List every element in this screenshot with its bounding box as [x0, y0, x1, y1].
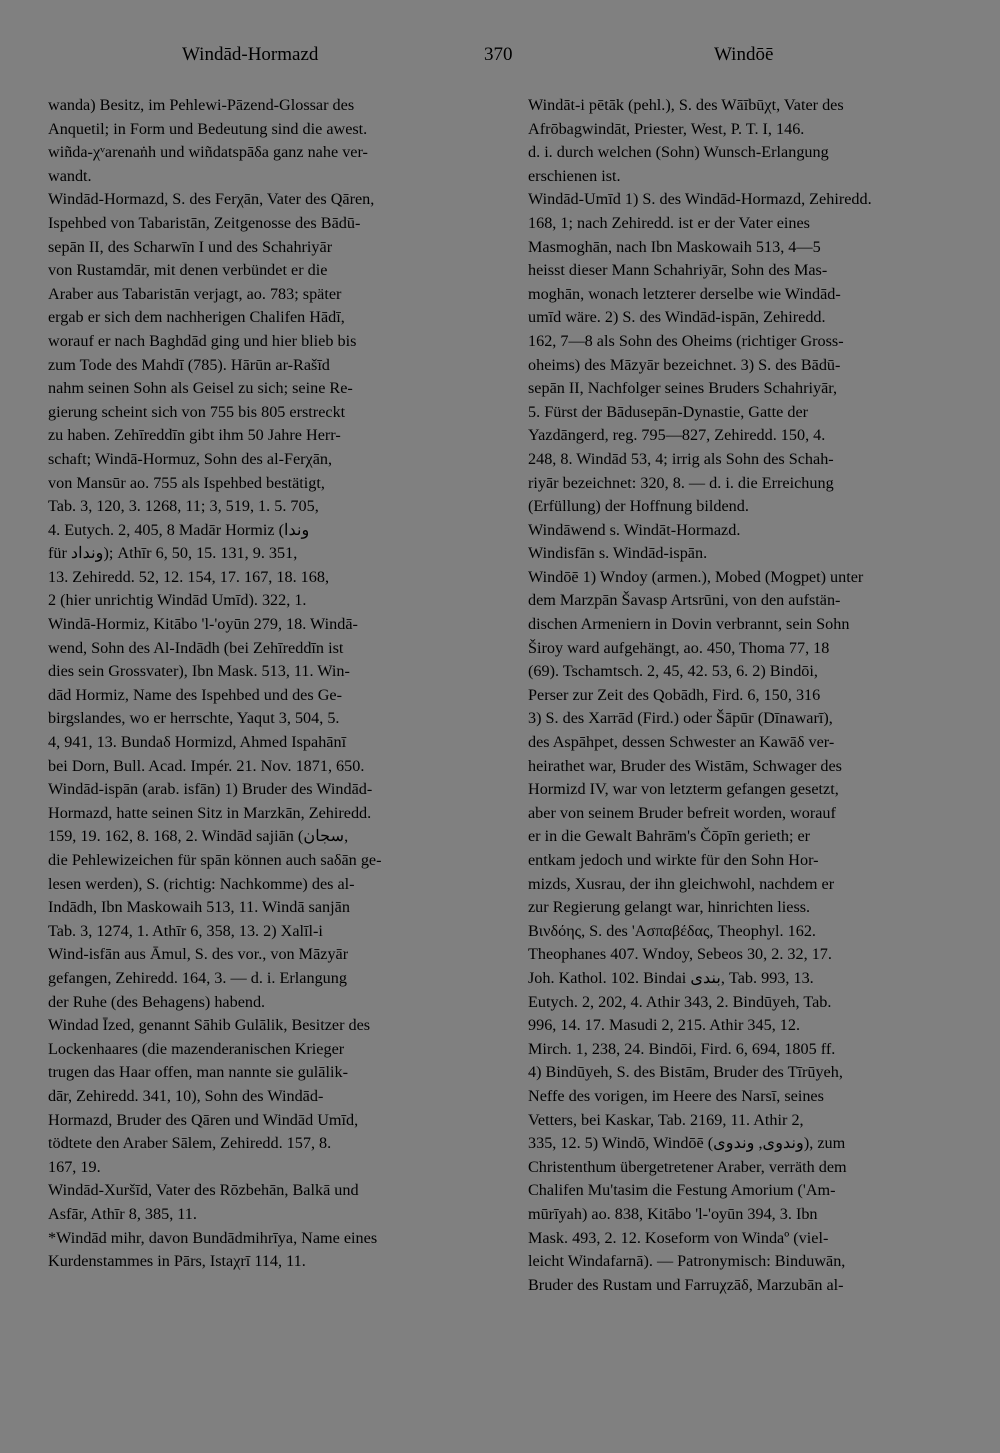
entry-line: Araber aus Tabaristān verjagt, ao. 783; später [48, 284, 342, 303]
entry-line: heirathet war, Bruder des Wistām, Schwager des [528, 756, 842, 775]
entry-line: Masmoghān, nach Ibn Maskowaih 513, 4—5 [528, 237, 821, 256]
entry-line: des Aspāhpet, dessen Schwester an Kawāδ ver- [528, 733, 835, 752]
entry-line: 4) Bindūyeh, S. des Bistām, Bruder des Tīrūyeh, [528, 1063, 843, 1082]
entry-line: gierung scheint sich von 755 bis 805 erstreckt [48, 402, 346, 421]
entry-line: sepān II, Nachfolger seines Bruders Schahriyār, [528, 379, 838, 398]
entry-line: (Erfüllung) der Hoffnung bildend. [528, 497, 749, 516]
entry-line: Windād-Hormazd, S. des Ferχān, Vater des Qāren, [48, 190, 375, 209]
entry-line: (69). Tschamtsch. 2, 45, 42. 53, 6. 2) Bindōi, [528, 662, 818, 681]
dictionary-entry [528, 542, 962, 566]
entry-line: leicht Windafarnā). — Patronymisch: Binduwān, [528, 1252, 846, 1271]
entry-line: mizds, Xusrau, der ihn gleichwohl, nachdem er [528, 874, 835, 893]
entry-line: 167, 19. [48, 1157, 101, 1176]
entry-line: Hormazd, Bruder des Qāren und Windād Umīd, [48, 1110, 359, 1129]
entry-line: 162, 7—8 als Sohn des Oheims (richtiger Gross- [528, 331, 844, 350]
entry-line: dem Marzpān Šavasp Artsrūni, von den aufstän- [528, 591, 841, 610]
entry-line: von Mansūr ao. 755 als Ispehbed bestätigt, [48, 473, 325, 492]
entry-line: Wind-isfān aus Āmul, S. des vor., von Māzyār [48, 945, 349, 964]
entry-line: Windōē 1) Wndoy (armen.), Mobed (Mogpet) unter [528, 567, 864, 586]
entry-line: *Windād mihr, davon Bundādmihrīya, Name eines [48, 1228, 378, 1247]
entry-line: 996, 14. 17. Masudi 2, 215. Athir 345, 12. [528, 1016, 801, 1035]
dictionary-entry [48, 1179, 480, 1226]
dictionary-entry [48, 778, 480, 1014]
running-head-right: Windōē [714, 44, 774, 65]
entry-line: Hormizd IV, war von letzterm gefangen gesetzt, [528, 780, 839, 799]
entry-line: Ispehbed von Tabaristān, Zeitgenosse des Bādū- [48, 213, 361, 232]
entry-line: Windād-Xuršīd, Vater des Rōzbehān, Balkā und [48, 1181, 359, 1200]
entry-line: Windād-Umīd 1) S. des Windād-Hormazd, Zehiredd. [528, 190, 872, 209]
dictionary-entry [48, 188, 480, 778]
entry-line: Mask. 493, 2. 12. Koseform von Windaº (viel- [528, 1228, 829, 1247]
dictionary-entry [48, 1227, 480, 1274]
entry-line: ergab er sich dem nachherigen Chalifen Hādī, [48, 308, 345, 327]
entry-line: birgslandes, wo er herrschte, Yaqut 3, 504, 5. [48, 709, 340, 728]
entry-line: 248, 8. Windād 53, 4; irrig als Sohn des Schah- [528, 449, 834, 468]
entry-line: dies sein Grossvater), Ibn Mask. 513, 11. Win- [48, 662, 350, 681]
entry-line: erschienen ist. [528, 166, 621, 185]
entry-line: oheims) des Māzyār bezeichnet. 3) S. des Bādū- [528, 355, 841, 374]
entry-line: 13. Zehiredd. 52, 12. 154, 17. 167, 18. 168, [48, 567, 330, 586]
entry-line: heisst dieser Mann Schahriyār, Sohn des Mas- [528, 261, 828, 280]
entry-line: Široy ward aufgehängt, ao. 450, Thoma 77, 18 [528, 638, 830, 657]
entry-line: Theophanes 407. Wndoy, Sebeos 30, 2. 32, 17. [528, 945, 832, 964]
entry-line: wanda) Besitz, im Pehlewi-Pāzend-Glossar des [48, 96, 355, 114]
entry-line: Perser zur Zeit des Qobādh, Fird. 6, 150, 316 [528, 685, 821, 704]
dictionary-entry [528, 94, 962, 188]
right-column [528, 94, 962, 1297]
left-column [48, 94, 480, 1274]
entry-line: schaft; Windā-Hormuz, Sohn des al-Ferχān, [48, 449, 333, 468]
entry-line: aber von seinem Bruder befreit worden, worauf [528, 803, 836, 822]
entry-line: 335, 12. 5) Windō, Windōē (وندوى, وندوى), zum [528, 1134, 846, 1153]
entry-line: wandt. [48, 166, 92, 185]
entry-line: Eutych. 2, 202, 4. Athir 343, 2. Bindūyeh, Tab. [528, 992, 832, 1011]
entry-line: 2 (hier unrichtig Windād Umīd). 322, 1. [48, 591, 307, 610]
entry-line: Βινδόης, S. des 'Ασπαβέδας, Theophyl. 162. [528, 921, 816, 940]
entry-line: Lockenhaares (die mazenderanischen Krieger [48, 1039, 345, 1058]
dictionary-entry [528, 566, 962, 1297]
entry-line: bei Dorn, Bull. Acad. Impér. 21. Nov. 1871, 650. [48, 756, 365, 775]
entry-line: 4, 941, 13. Bundaδ Hormizd, Ahmed Ispahānī [48, 733, 347, 752]
entry-line: die Pehlewizeichen für spān können auch saδān ge- [48, 851, 382, 869]
entry-line: Chalifen Mu'tasim die Festung Amorium ('Am- [528, 1181, 836, 1200]
entry-line: von Rustamdār, mit denen verbündet er die [48, 261, 328, 280]
dictionary-entry [48, 94, 480, 188]
entry-line: Tab. 3, 120, 3. 1268, 11; 3, 519, 1. 5. 705, [48, 497, 319, 516]
entry-line: Kurdenstammes in Pārs, Istaχrī 114, 11. [48, 1252, 306, 1271]
entry-line: Joh. Kathol. 102. Bindai بندى, Tab. 993, 13. [528, 968, 814, 987]
page-header [0, 44, 1000, 74]
entry-line: dār, Zehiredd. 341, 10), Sohn des Windād- [48, 1086, 324, 1105]
entry-line: mūrīyah) ao. 838, Kitābo 'l-'oyūn 394, 3. Ibn [528, 1204, 818, 1223]
dictionary-entry [528, 519, 962, 543]
entry-line: dād Hormiz, Name des Ispehbed und des Ge- [48, 685, 342, 704]
entry-line: 3) S. des Xarrād (Fird.) oder Šāpūr (Dīnawarī), [528, 709, 833, 728]
entry-line: wiñda-χᵛarenaṅh und wiñdatspāδa ganz nahe ver- [48, 143, 368, 162]
entry-line: Hormazd, hatte seinen Sitz in Marzkān, Zehiredd. [48, 803, 372, 822]
entry-line: gefangen, Zehiredd. 164, 3. — d. i. Erlangung [48, 968, 347, 987]
entry-line: Windād-ispān (arab. isfān) 1) Bruder des Windād- [48, 780, 373, 799]
entry-line: er in die Gewalt Bahrām's Čōpīn gerieth; er [528, 827, 811, 846]
entry-line: Mirch. 1, 238, 24. Bindōi, Fird. 6, 694, 1805 ff. [528, 1039, 836, 1058]
entry-line: für ونداد); Athīr 6, 50, 15. 131, 9. 351, [48, 544, 298, 563]
entry-line: Windāwend s. Windāt-Hormazd. [528, 520, 741, 539]
entry-line: Yazdāngerd, reg. 795—827, Zehiredd. 150, 4. [528, 426, 826, 445]
entry-line: 5. Fürst der Bādusepān-Dynastie, Gatte der [528, 402, 809, 421]
entry-line: sepān II, des Scharwīn I und des Schahriyār [48, 237, 333, 256]
page-number: 370 [484, 44, 513, 65]
entry-line: moghān, wonach letzterer derselbe wie Windād- [528, 284, 841, 303]
entry-line: trugen das Haar offen, man nannte sie gulālik- [48, 1063, 348, 1082]
entry-line: riyār bezeichnet: 320, 8. — d. i. die Erreichung [528, 473, 834, 492]
entry-line: zur Regierung gelangt war, hinrichten liess. [528, 898, 811, 917]
entry-line: 159, 19. 162, 8. 168, 2. Windād sajiān (سجان, [48, 827, 349, 846]
dictionary-entry [528, 188, 962, 518]
entry-line: d. i. durch welchen (Sohn) Wunsch-Erlangung [528, 143, 829, 162]
dictionary-entry [48, 1014, 480, 1179]
entry-line: 168, 1; nach Zehiredd. ist er der Vater eines [528, 213, 810, 232]
entry-line: Neffe des vorigen, im Heere des Narsī, seines [528, 1086, 824, 1105]
entry-line: Windad Īzed, genannt Sāhib Gulālik, Besitzer des [48, 1016, 371, 1035]
entry-line: entkam jedoch und wirkte für den Sohn Hor- [528, 851, 819, 869]
entry-line: Tab. 3, 1274, 1. Athīr 6, 358, 13. 2) Xalīl-i [48, 921, 323, 940]
entry-line: Vetters, bei Kaskar, Tab. 2169, 11. Athir 2, [528, 1110, 804, 1129]
entry-line: Asfār, Athīr 8, 385, 11. [48, 1204, 197, 1223]
entry-line: Anquetil; in Form und Bedeutung sind die awest. [48, 119, 368, 138]
entry-line: tödtete den Araber Sālem, Zehiredd. 157, 8. [48, 1134, 332, 1153]
entry-line: Windāt-i pētāk (pehl.), S. des Wāībūχt, Vater des [528, 96, 844, 114]
entry-line: Windā-Hormiz, Kitābo 'l-'oyūn 279, 18. Windā- [48, 615, 358, 634]
entry-line: umīd wäre. 2) S. des Windād-ispān, Zehiredd. [528, 308, 826, 327]
entry-line: nahm seinen Sohn als Geisel zu sich; seine Re- [48, 379, 353, 398]
entry-line: Afrōbagwindāt, Priester, West, P. T. I, 146. [528, 119, 805, 138]
entry-line: Windisfān s. Windād-ispān. [528, 544, 708, 563]
entry-line: der Ruhe (des Behagens) habend. [48, 992, 266, 1011]
entry-line: wend, Sohn des Al-Indādh (bei Zehīreddīn ist [48, 638, 344, 657]
entry-line: lesen werden), S. (richtig: Nachkomme) des al- [48, 874, 355, 893]
running-head-left: Windād-Hormazd [182, 44, 319, 65]
entry-line: zum Tode des Mahdī (785). Hārūn ar-Rašīd [48, 355, 330, 374]
entry-line: dischen Armeniern in Dovin verbrannt, sein Sohn [528, 615, 850, 634]
entry-line: 4. Eutych. 2, 405, 8 Madār Hormiz (وندا [48, 520, 310, 539]
entry-line: zu haben. Zehīreddīn gibt ihm 50 Jahre Herr- [48, 426, 341, 445]
entry-line: Christenthum übergetretener Araber, verräth dem [528, 1157, 847, 1176]
entry-line: Indādh, Ibn Maskowaih 513, 11. Windā sanjān [48, 898, 350, 917]
entry-line: Bruder des Rustam und Farruχzāδ, Marzubān al- [528, 1275, 844, 1294]
entry-line: worauf er nach Baghdād ging und hier blieb bis [48, 331, 357, 350]
